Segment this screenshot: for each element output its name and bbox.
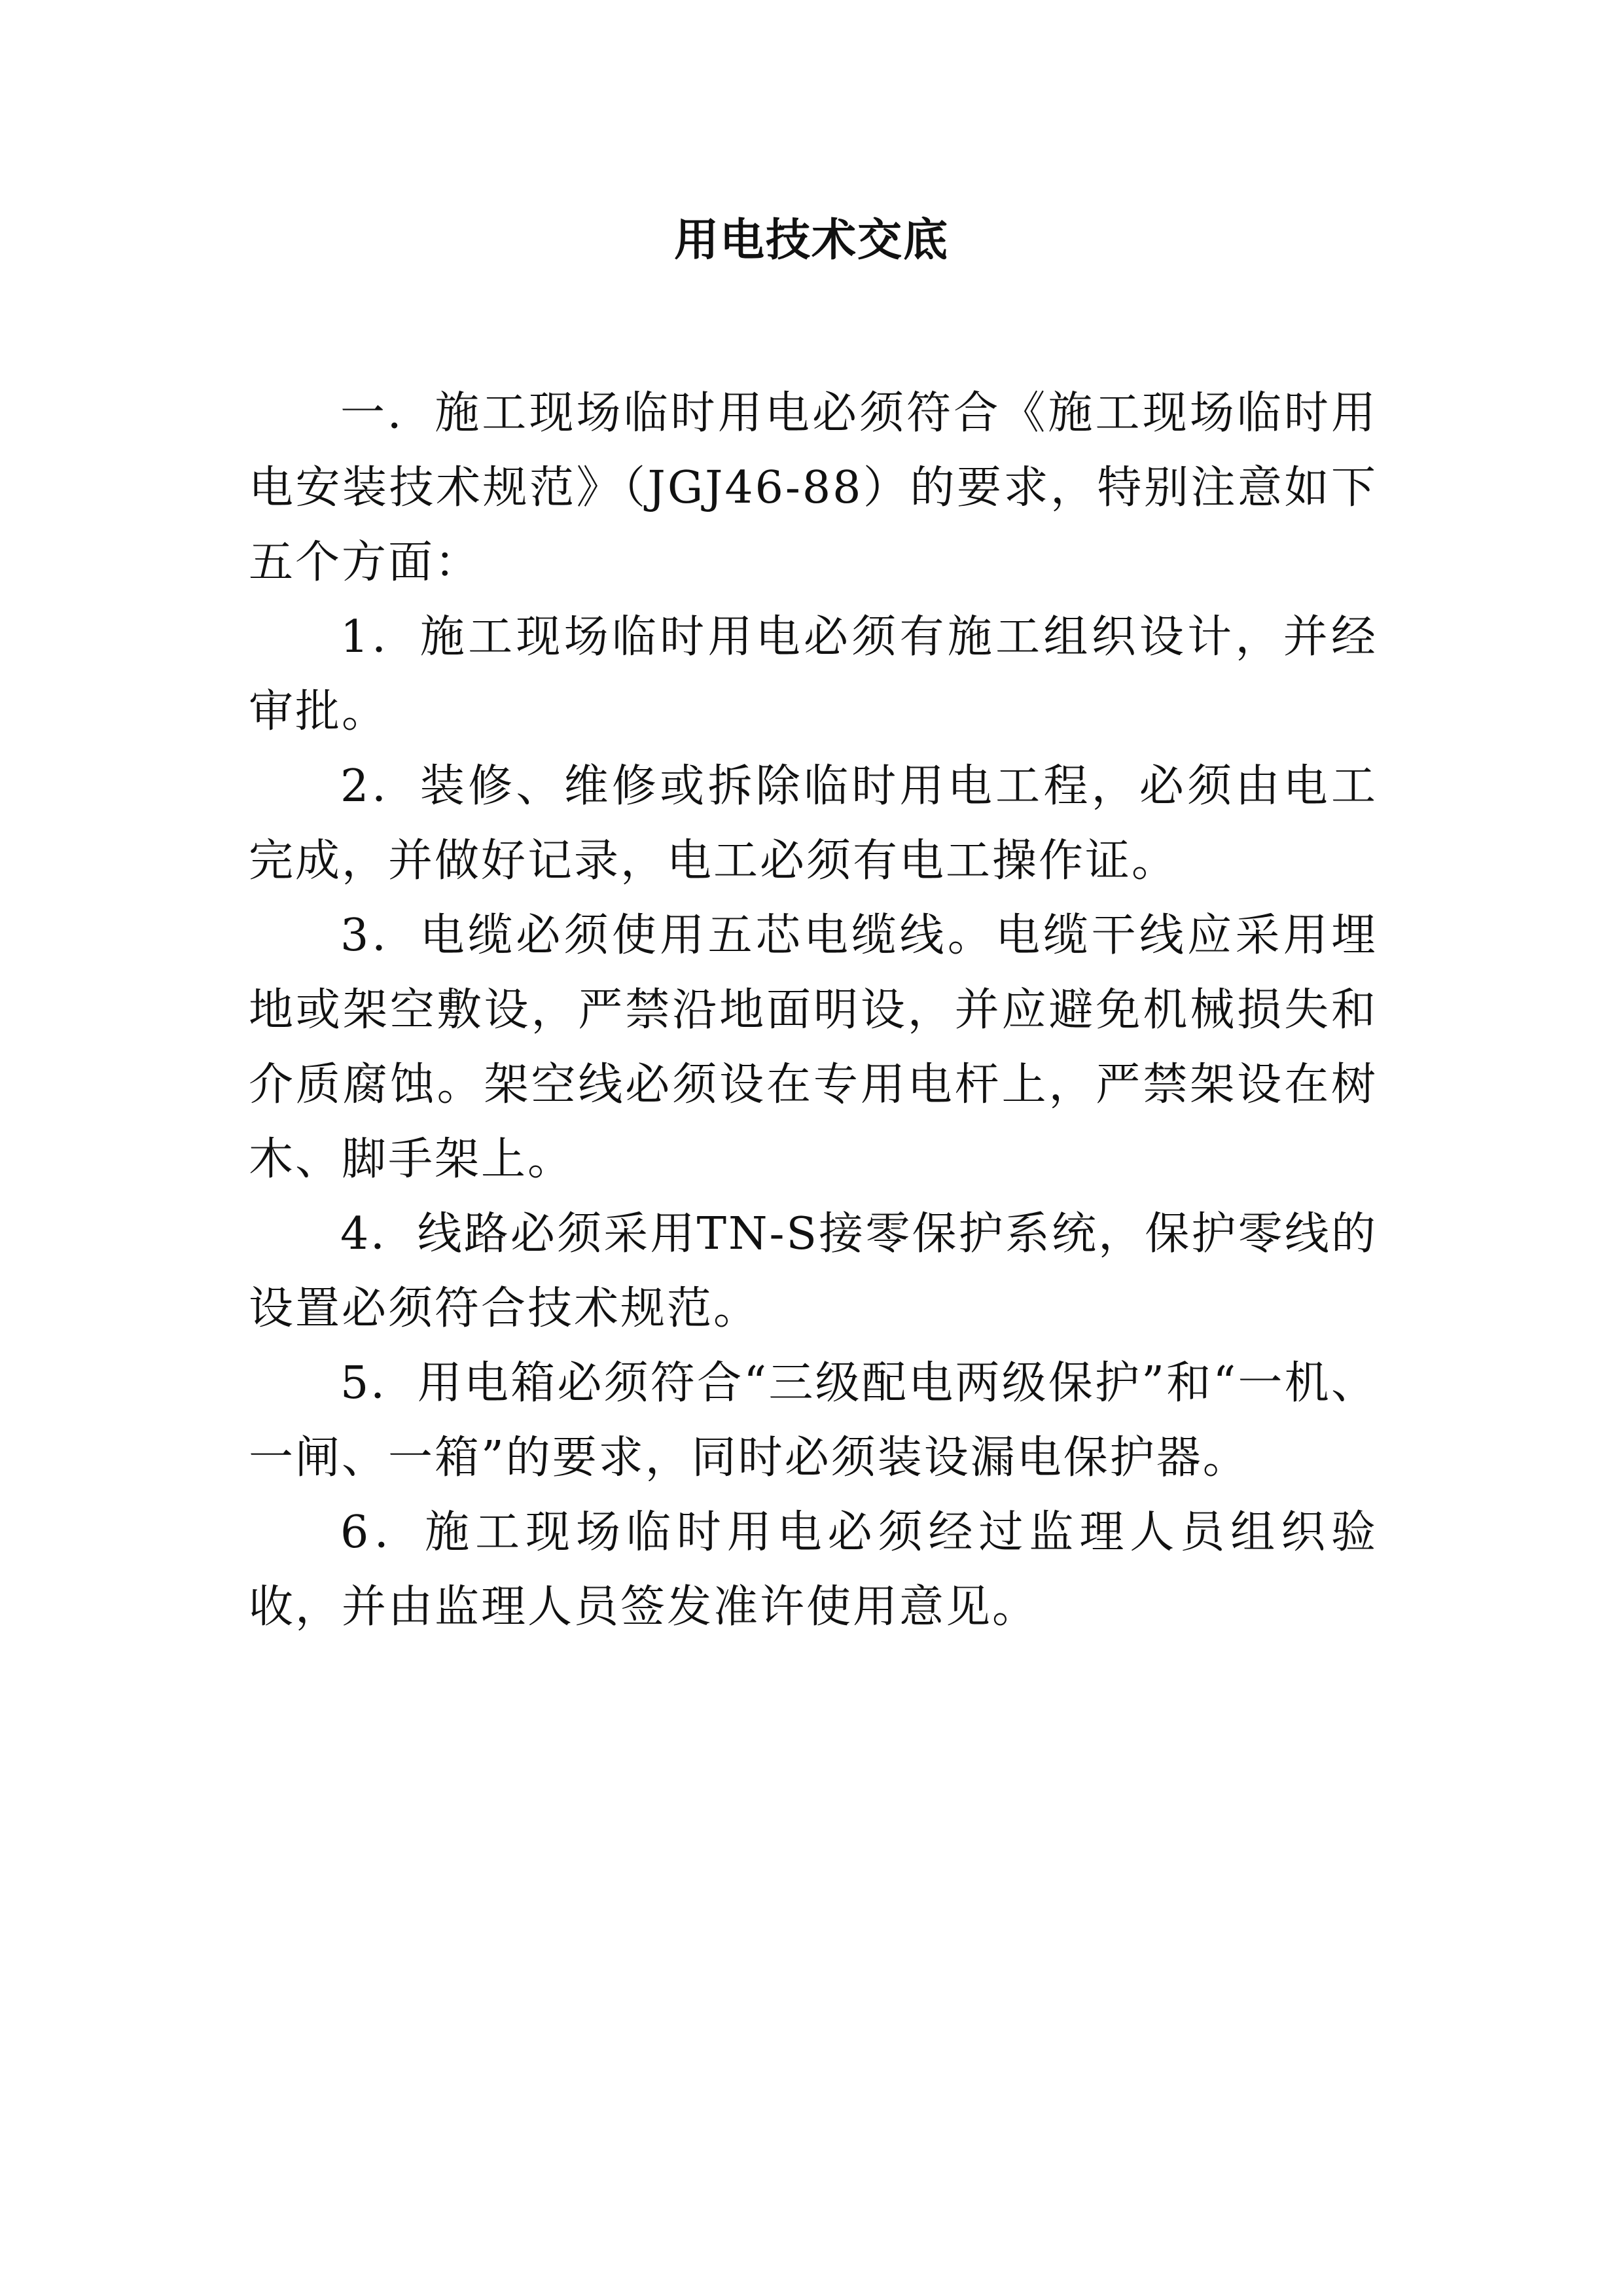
document-title: 用电技术交底 [673,214,949,266]
paragraph-item-1: 1．施工现场临时用电必须有施工组织设计，并经审批。 [249,611,1378,738]
paragraph-item-6: 6．施工现场临时用电必须经过监理人员组织验收，并由监理人员签发准许使用意见。 [249,1507,1378,1633]
paragraph-item-3: 3．电缆必须使用五芯电缆线。电缆干线应采用埋地或架空敷设，严禁沿地面明设，并应避免机械损失和介质腐蚀。架空线必须设在专用电杆上，严禁架设在树木、脚手架上。 [249,910,1378,1185]
document-body [249,376,1378,1645]
paragraph-item-2: 2．装修、维修或拆除临时用电工程，必须由电工完成，并做好记录，电工必须有电工操作证。 [249,761,1378,887]
paragraph-item-5: 5．用电箱必须符合“三级配电两级保护”和“一机、一闸、一箱”的要求，同时必须装设漏电保护器。 [249,1357,1378,1484]
paragraph-item-4: 4．线路必须采用TN-S接零保护系统，保护零线的设置必须符合技术规范。 [249,1208,1378,1335]
paragraph-intro: 一．施工现场临时用电必须符合《施工现场临时用电安装技术规范》（JGJ46-88）的要求，特别注意如下五个方面： [249,387,1378,588]
